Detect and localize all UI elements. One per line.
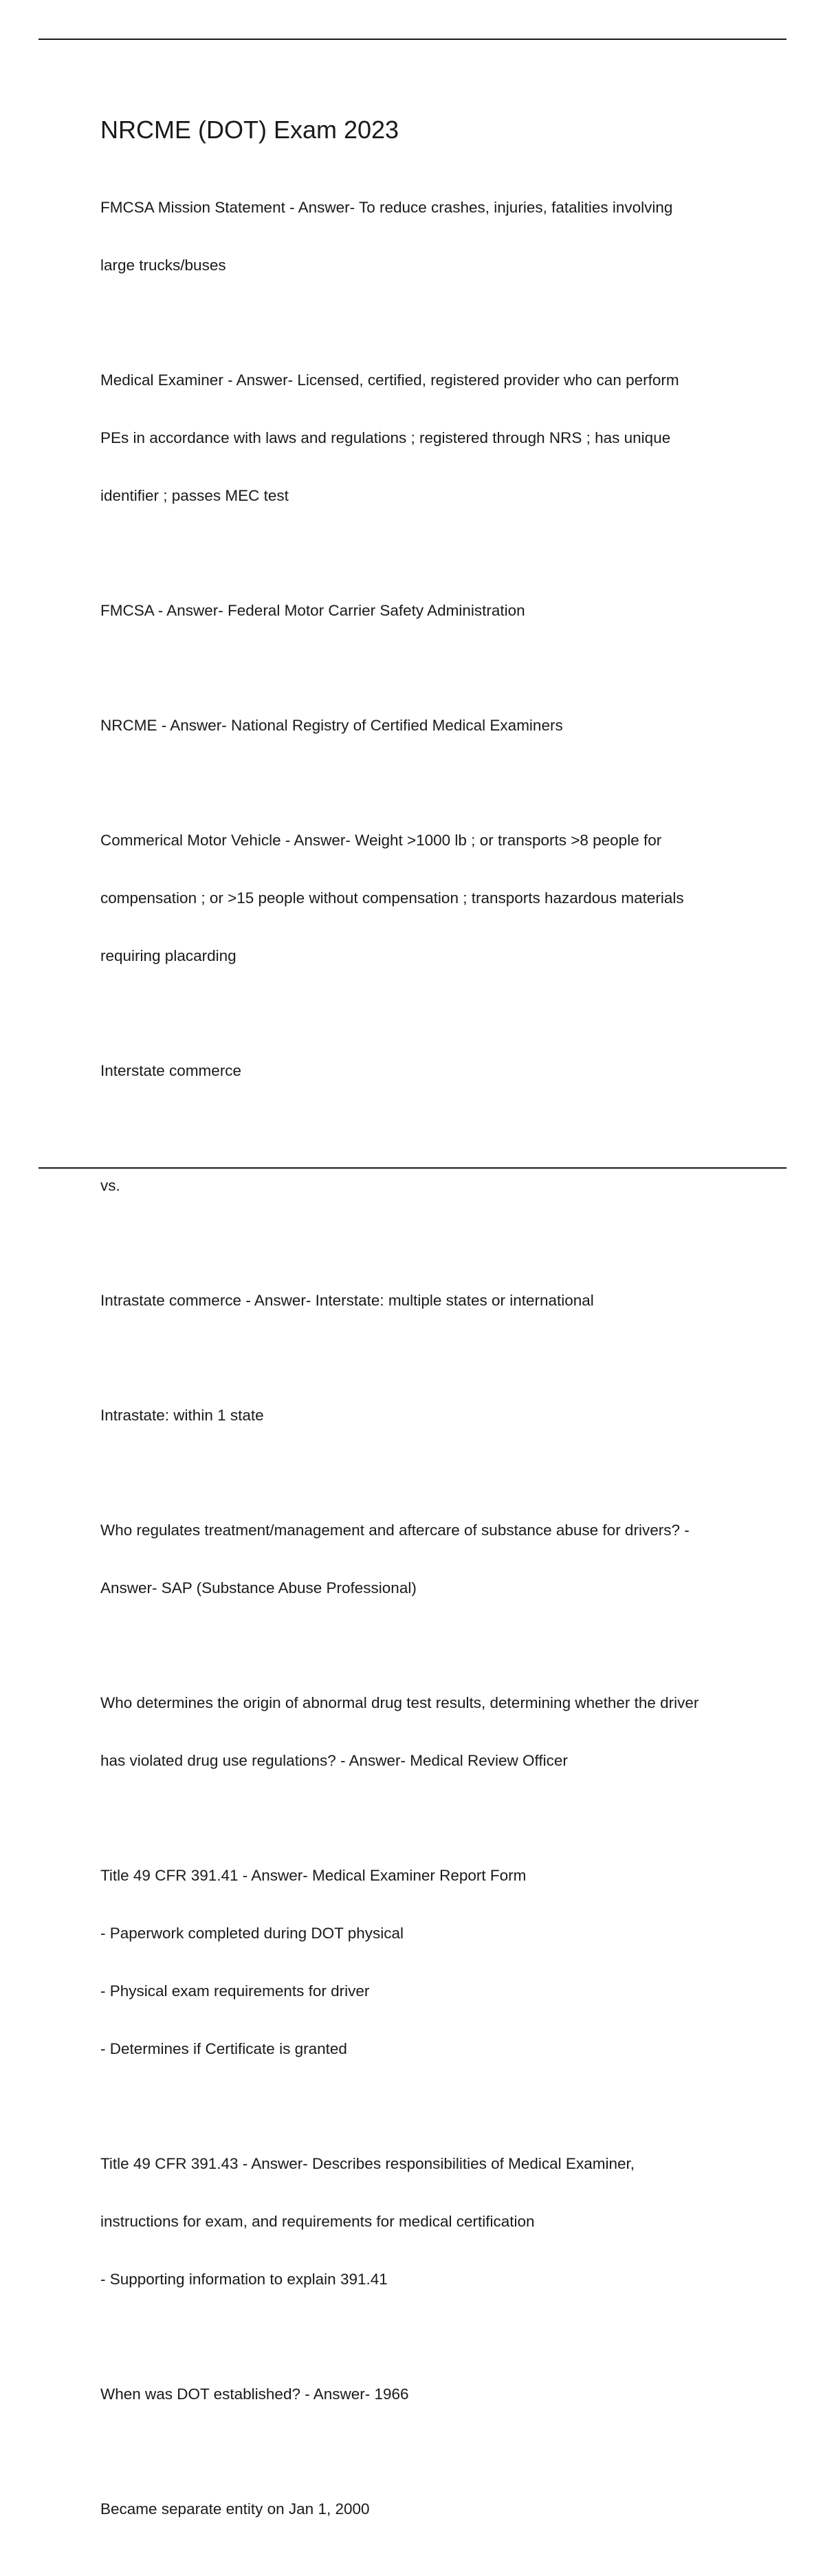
qa-item xyxy=(100,2461,760,2557)
header-rule xyxy=(38,39,786,40)
text-line: vs. xyxy=(100,1177,120,1194)
text-line: Title 49 CFR 391.41 - Answer- Medical Examiner Report Form xyxy=(100,1867,527,1884)
text-line: identifier ; passes MEC test xyxy=(100,487,289,504)
text-line: requiring placarding xyxy=(100,947,236,964)
text-line: Intrastate commerce - Answer- Interstate: multiple states or international xyxy=(100,1292,594,1309)
text-line: Title 49 CFR 391.43 - Answer- Describes responsibilities of Medical Examiner, xyxy=(100,2155,635,2172)
qa-item xyxy=(100,678,760,774)
document-body xyxy=(100,116,760,2576)
text-line: When was DOT established? - Answer- 1966 xyxy=(100,2385,409,2403)
qa-item xyxy=(100,563,760,659)
text-line: Medical Examiner - Answer- Licensed, certified, registered provider who can perform xyxy=(100,371,679,389)
qa-item xyxy=(100,332,760,544)
qa-item xyxy=(100,1253,760,1349)
text-line: - Physical exam requirements for driver xyxy=(100,1982,370,2000)
text-line: - Supporting information to explain 391.41 xyxy=(100,2271,388,2288)
qa-item xyxy=(100,1367,760,1464)
text-line: Commerical Motor Vehicle - Answer- Weight >1000 lb ; or transports >8 people for xyxy=(100,832,662,849)
page-title: NRCME (DOT) Exam 2023 xyxy=(100,116,399,144)
text-line: FMCSA Mission Statement - Answer- To reduce crashes, injuries, fatalities involving xyxy=(100,199,673,216)
text-line: - Determines if Certificate is granted xyxy=(100,2040,347,2057)
qa-item xyxy=(100,792,760,1004)
text-line: compensation ; or >15 people without compensation ; transports hazardous materials xyxy=(100,889,684,907)
text-line: FMCSA - Answer- Federal Motor Carrier Safety Administration xyxy=(100,602,525,619)
qa-item xyxy=(100,1828,760,2097)
text-line: instructions for exam, and requirements for medical certification xyxy=(100,2213,535,2230)
qa-item xyxy=(100,1023,760,1119)
qa-item xyxy=(100,1655,760,1809)
qa-item xyxy=(100,1482,760,1636)
text-line: Became separate entity on Jan 1, 2000 xyxy=(100,2500,370,2518)
qa-item xyxy=(100,1138,760,1234)
text-line: Interstate commerce xyxy=(100,1062,242,1079)
text-line: Who determines the origin of abnormal drug test results, determining whether the driver xyxy=(100,1694,699,1711)
qa-item xyxy=(100,160,760,314)
qa-item xyxy=(100,2116,760,2328)
text-line: Who regulates treatment/management and aftercare of substance abuse for drivers? - xyxy=(100,1522,690,1539)
text-line: PEs in accordance with laws and regulations ; registered through NRS ; has unique xyxy=(100,429,671,446)
text-line: - Paperwork completed during DOT physical xyxy=(100,1925,404,1942)
footer-rule xyxy=(38,1167,786,1169)
qa-item xyxy=(100,2346,760,2443)
text-line: Intrastate: within 1 state xyxy=(100,1407,264,1424)
text-line: NRCME - Answer- National Registry of Certified Medical Examiners xyxy=(100,717,563,734)
text-line: large trucks/buses xyxy=(100,257,226,274)
text-line: Answer- SAP (Substance Abuse Professional) xyxy=(100,1579,417,1597)
text-line: has violated drug use regulations? - Answer- Medical Review Officer xyxy=(100,1752,568,1769)
